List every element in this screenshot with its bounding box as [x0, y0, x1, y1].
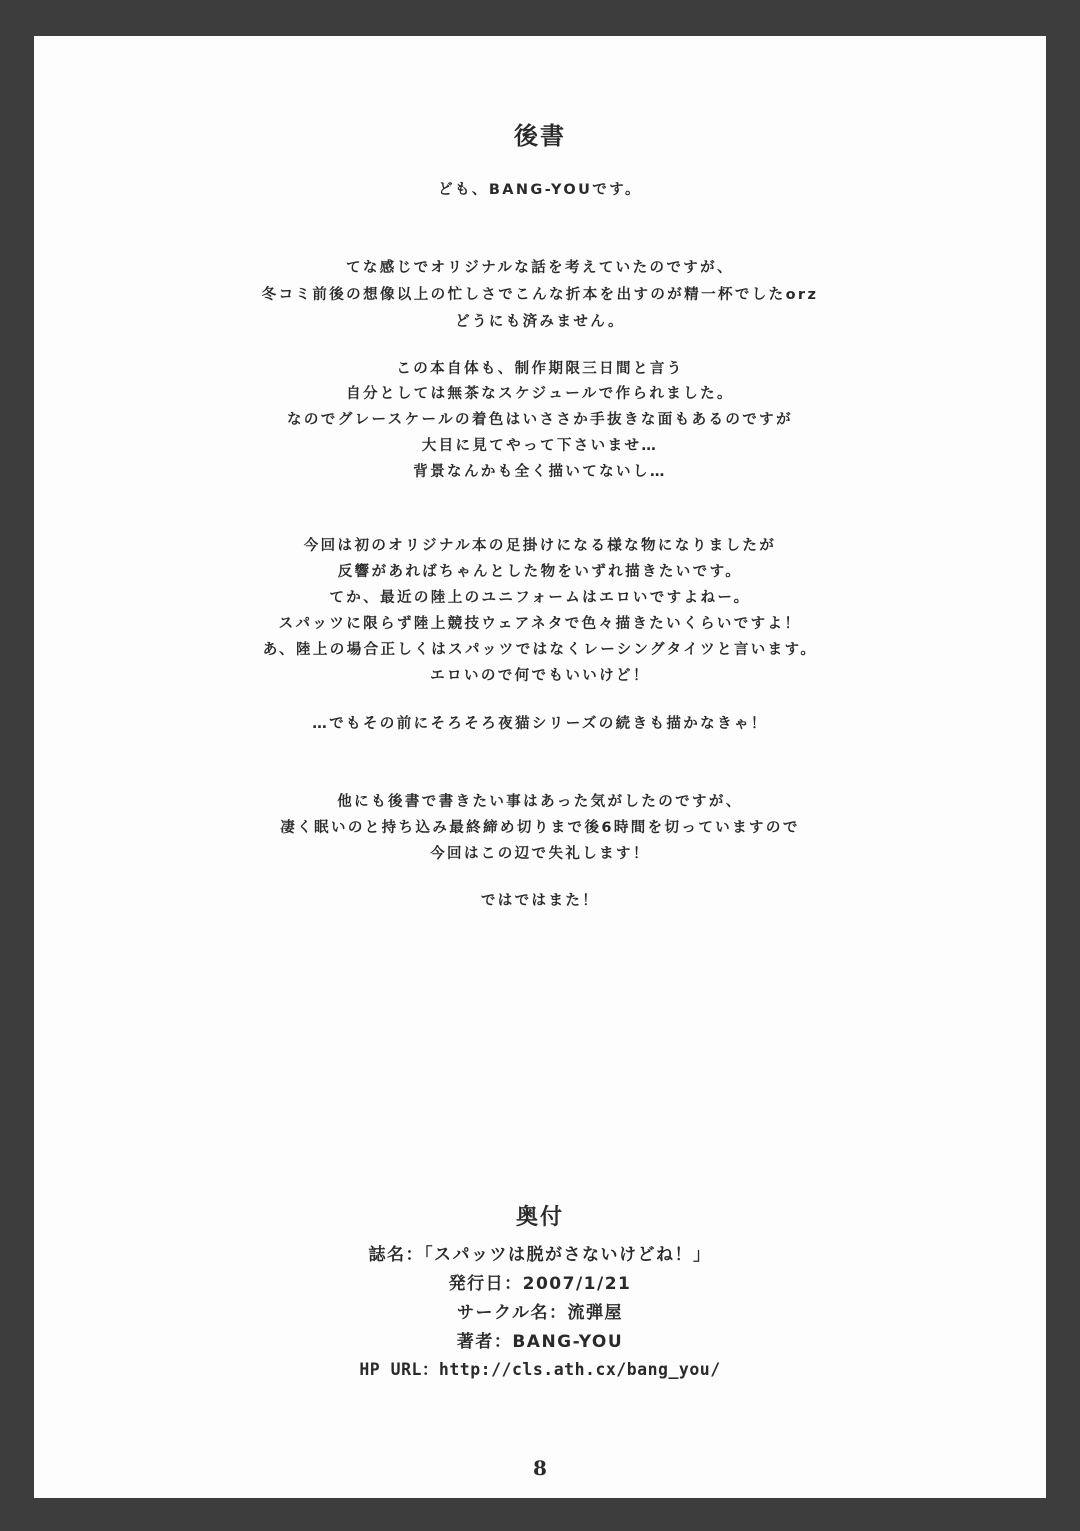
- afterword-line: なのでグレースケールの着色はいささか手抜きな面もあるのですが: [287, 412, 793, 428]
- colophon-homepage-url: HP URL：http://cls.ath.cx/bang_you/: [359, 1360, 721, 1379]
- afterword-line: ではではまた！: [480, 893, 600, 909]
- colophon-title: 奥付: [515, 1205, 564, 1230]
- afterword-line: 冬コミ前後の想像以上の忙しさでこんな折本を出すのが精一杯でしたorz: [261, 287, 819, 303]
- afterword-line: 凄く眠いのと持ち込み最終締め切りまで後6時間を切っていますので: [280, 820, 800, 836]
- afterword-line: ども、BANG-YOUです。: [438, 182, 642, 198]
- afterword-line: この本自体も、制作期限三日間と言う: [396, 361, 684, 377]
- afterword-line: 大目に見てやって下さいませ…: [421, 438, 659, 454]
- afterword-line: 反響があればちゃんとした物をいずれ描きたいです。: [337, 564, 743, 580]
- afterword-line: 自分としては無茶なスケジュールで作られました。: [346, 386, 734, 402]
- afterword-line: …でもその前にそろそろ夜猫シリーズの続きも描かなきゃ！: [312, 716, 768, 732]
- afterword-line: エロいので何でもいいけど！: [430, 668, 650, 684]
- afterword-line: あ、陸上の場合正しくはスパッツではなくレーシングタイツと言います。: [262, 642, 818, 658]
- afterword-line: 今回は初のオリジナル本の足掛けになる様な物になりましたが: [303, 538, 777, 554]
- colophon-publish-date: 発行日：2007/1/21: [448, 1274, 632, 1294]
- afterword-line: 今回はこの辺で失礼します！: [430, 846, 650, 862]
- afterword-title: 後書: [514, 122, 566, 150]
- colophon-circle-name: サークル名：流弾屋: [457, 1303, 623, 1323]
- afterword-line: てな感じでオリジナルな話を考えていたのですが、: [346, 260, 734, 276]
- afterword-line: てか、最近の陸上のユニフォームはエロいですよねー。: [329, 590, 751, 606]
- afterword-line: どうにも済みません。: [455, 314, 625, 330]
- colophon-book-title: 誌名：「スパッツは脱がさないけどね！」: [368, 1245, 712, 1265]
- afterword-line: スパッツに限らず陸上競技ウェアネタで色々描きたいくらいですよ！: [278, 616, 802, 632]
- colophon-author: 著者：BANG-YOU: [456, 1332, 624, 1352]
- page-number: 8: [533, 1456, 547, 1480]
- page: [34, 36, 1046, 1498]
- afterword-line: 背景なんかも全く描いてないし…: [413, 464, 667, 480]
- afterword-line: 他にも後書で書きたい事はあった気がしたのですが、: [337, 794, 743, 810]
